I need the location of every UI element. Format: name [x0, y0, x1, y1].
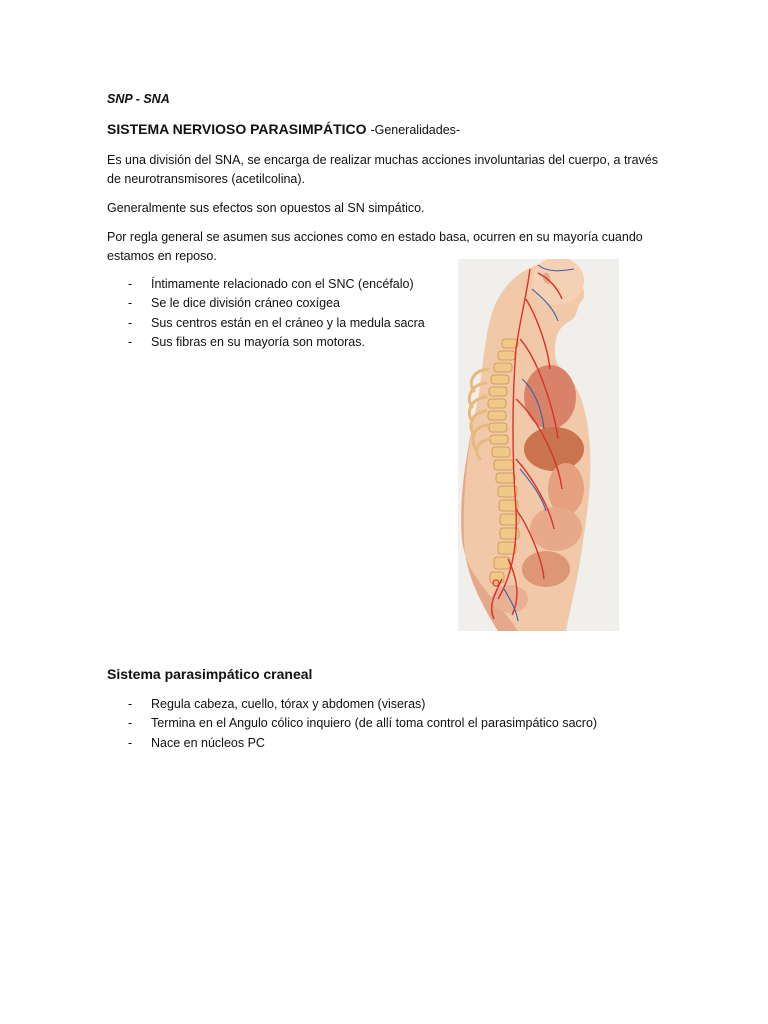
anatomy-illustration [458, 259, 619, 631]
section-title-cranial: Sistema parasimpático craneal [107, 666, 313, 682]
paragraph-effects: Generalmente sus efectos son opuestos al SN simpático. [107, 201, 425, 215]
bullet-marker: - [128, 735, 133, 750]
intestine-shape [522, 551, 570, 587]
list-item-text: Íntimamente relacionado con el SNC (encéfalo) [151, 277, 414, 291]
list-item-text: Sus fibras en su mayoría son motoras. [151, 334, 365, 349]
liver-shape [524, 427, 584, 471]
bullet-marker: - [128, 315, 133, 330]
list-item-text: Se le dice división cráneo coxígea [151, 296, 341, 311]
list-item-text: Regula cabeza, cuello, tórax y abdomen (viseras) [151, 697, 426, 711]
bullet-marker: - [128, 697, 133, 711]
bullet-marker: - [128, 334, 133, 349]
list-item [128, 333, 425, 352]
list-item [128, 294, 425, 313]
page-title-suffix: -Generalidades- [370, 123, 461, 137]
list-item-text: Sus centros están en el cráneo y la medula sacra [151, 315, 425, 330]
list-item-text: Nace en núcleos PC [151, 735, 265, 750]
paragraph-intro: Es una división del SNA, se encarga de realizar muchas acciones involuntarias del cuerpo, a través de neurotransmisores (acetilcolina). [107, 153, 658, 186]
page-title-main: SISTEMA NERVIOSO PARASIMPÁTICO [107, 121, 367, 137]
list-item [128, 734, 597, 753]
heart-shape [524, 365, 576, 429]
list-item [128, 275, 425, 294]
bullet-list-general [128, 275, 425, 352]
list-item-text: Termina en el Angulo cólico inquiero (de allí toma control el parasimpático sacro) [151, 716, 598, 731]
list-item [128, 695, 597, 714]
document-subtitle: SNP - SNA [107, 92, 170, 106]
paragraph-rest-state: Por regla general se asumen sus acciones como en estado basa, ocurren en su mayoría cuando estamos en reposo. [107, 230, 643, 263]
list-item [128, 714, 597, 733]
bullet-marker: - [128, 296, 133, 311]
anatomy-illustration-icon [458, 259, 619, 631]
intestine-shape [530, 507, 582, 551]
page-title [107, 121, 460, 137]
list-item [128, 314, 425, 333]
bullet-marker: - [128, 716, 133, 731]
bullet-list-cranial [128, 695, 597, 753]
bullet-marker: - [128, 277, 133, 291]
